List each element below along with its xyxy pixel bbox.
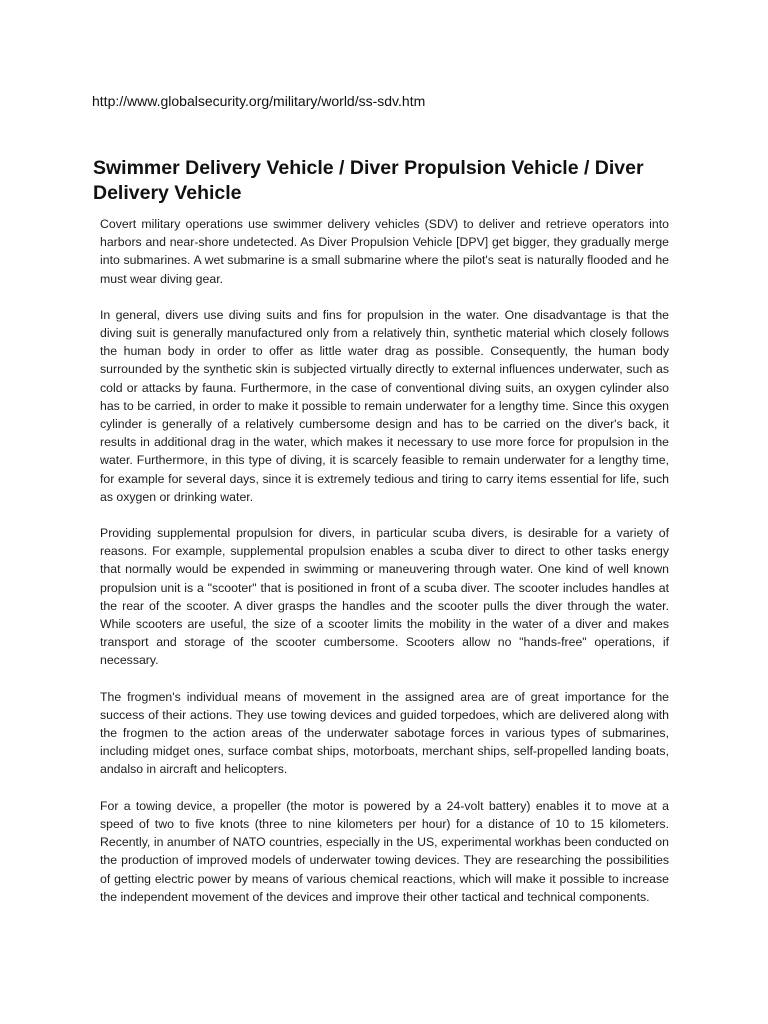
source-url: http://www.globalsecurity.org/military/world/ss-sdv.htm bbox=[92, 93, 426, 109]
paragraph: For a towing device, a propeller (the motor is powered by a 24-volt battery) enables it to move at a speed of two to five knots (three to nine kilometers per hour) for a distance of 10 to 15 kilometers. Recently, in anumber of NATO countries, especially in the US, experimental workhas been conducted on the production of improved models of underwater towing devices. They are researching the possibilities of getting electric power by means of various chemical reactions, which will make it possible to increase the independent movement of the devices and improve their other tactical and technical components. bbox=[100, 798, 669, 904]
paragraph: Covert military operations use swimmer delivery vehicles (SDV) to deliver and retrieve operators into harbors and near-shore undetected. As Diver Propulsion Vehicle [DPV] get bigger, they gradually merge into submarines. A wet submarine is a small submarine where the pilot's seat is naturally flooded and he must wear diving gear. bbox=[100, 217, 669, 286]
paragraph: The frogmen's individual means of movement in the assigned area are of great importance for the success of their actions. They use towing devices and guided torpedoes, which are delivered along with the frogmen to the action areas of the underwater sabotage forces in various types of submarines, including midget ones, surface combat ships, motorboats, merchant ships, self-propelled landing boats, andalso in aircraft and helicopters. bbox=[100, 689, 669, 777]
body-text bbox=[100, 215, 669, 924]
page-title: Swimmer Delivery Vehicle / Diver Propulsion Vehicle / Diver Delivery Vehicle bbox=[93, 157, 644, 204]
paragraph: Providing supplemental propulsion for divers, in particular scuba divers, is desirable for a variety of reasons. For example, supplemental propulsion enables a scuba diver to direct to other tasks energy that normally would be expended in swimming or maneuvering through water. One kind of well known propulsion unit is a "scooter" that is positioned in front of a scuba diver. The scooter includes handles at the rear of the scooter. A diver grasps the handles and the scooter pulls the diver through the water. While scooters are useful, the size of a scooter limits the mobility in the water of a diver and makes transport and storage of the scooter cumbersome. Scooters allow no "hands-free" operations, if necessary. bbox=[100, 526, 669, 668]
paragraph: In general, divers use diving suits and fins for propulsion in the water. One disadvantage is that the diving suit is generally manufactured only from a relatively thin, synthetic material which closely follows the human body in order to offer as little water drag as possible. Consequently, the human body surrounded by the synthetic skin is subjected virtually directly to external influences underwater, such as cold or attacks by fauna. Furthermore, in the case of conventional diving suits, an oxygen cylinder also has to be carried, in order to make it possible to remain underwater for a lengthy time. Since this oxygen cylinder is generally of a relatively cumbersome design and has to be carried on the diver's back, it results in additional drag in the water, which makes it necessary to use more force for propulsion in the water. Furthermore, in this type of diving, it is scarcely feasible to remain underwater for a lengthy time, for example for several days, since it is extremely tedious and tiring to carry items essential for life, such as oxygen or drinking water. bbox=[100, 307, 669, 504]
